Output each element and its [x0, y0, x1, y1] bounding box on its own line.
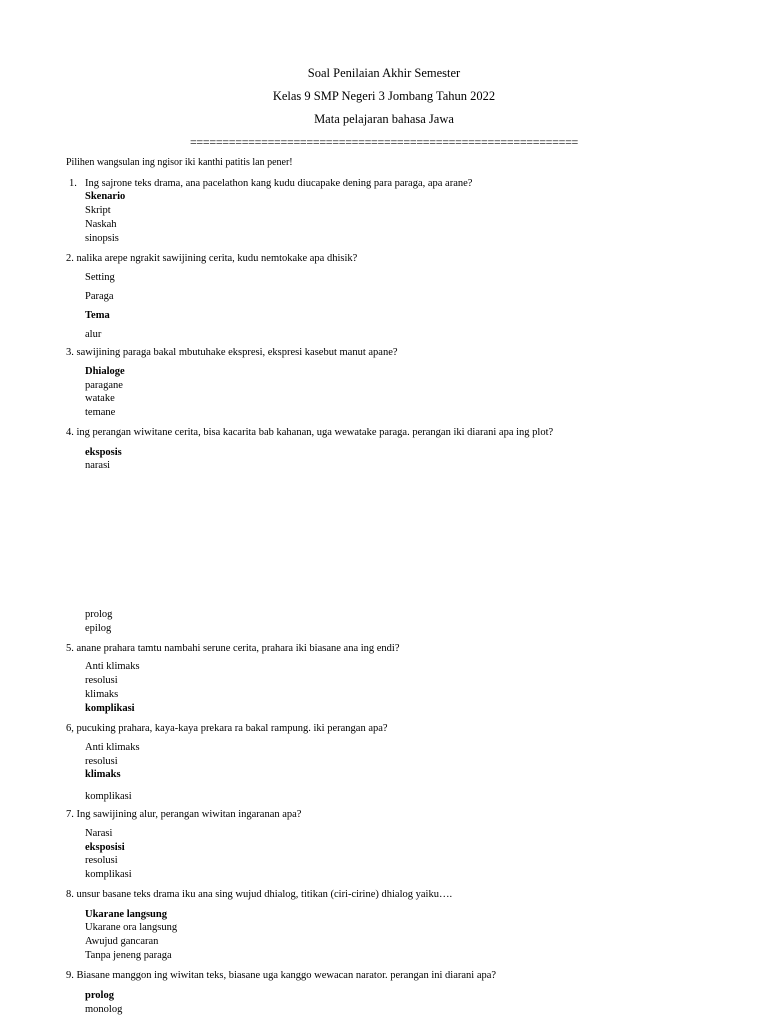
- question-5-text: 5. anane prahara tamtu nambahi serune cerita, prahara iki biasane ana ing endi?: [66, 643, 400, 654]
- question-7-text: 7. Ing sawijining alur, perangan wiwitan ingaranan apa?: [66, 809, 302, 820]
- question-4-text: 4. ing perangan wiwitane cerita, bisa kacarita bab kahanan, uga wewatake paraga. perangan iki diarani apa ing plot?: [66, 427, 554, 438]
- question-1-number: 1.: [69, 178, 77, 189]
- question-6-option-2: resolusi: [85, 756, 118, 767]
- question-1-text: Ing sajrone teks drama, ana pacelathon kang kudu diucapake dening para paraga, apa arane?: [85, 178, 473, 189]
- question-3-text: 3. sawijining paraga bakal mbutuhake ekspresi, ekspresi kasebut manut apane?: [66, 347, 398, 358]
- question-3-option-4: temane: [85, 407, 116, 418]
- question-4-option-2: narasi: [85, 460, 111, 471]
- question-7-option-1: Narasi: [85, 828, 113, 839]
- question-8-option-3: Awujud gancaran: [85, 936, 159, 947]
- question-4-option-3: prolog: [85, 609, 113, 620]
- question-1-option-2: Skript: [85, 205, 111, 216]
- question-8-text: 8. unsur basane teks drama iku ana sing wujud dhialog, titikan (ciri-cirine) dhialog yaiku….: [66, 889, 453, 900]
- question-2-text: 2. nalika arepe ngrakit sawijining cerita, kudu nemtokake apa dhisik?: [66, 253, 358, 264]
- question-9-option-2: monolog: [85, 1004, 123, 1015]
- question-2-option-4: alur: [85, 329, 102, 340]
- question-8-option-2: Ukarane ora langsung: [85, 922, 178, 933]
- question-7-option-2: eksposisi: [85, 842, 125, 853]
- question-4-option-4: epilog: [85, 623, 112, 634]
- question-7-option-3: resolusi: [85, 855, 118, 866]
- subject-line: Mata pelajaran bahasa Jawa: [314, 112, 454, 126]
- question-7-option-4: komplikasi: [85, 869, 132, 880]
- question-5-option-1: Anti klimaks: [85, 661, 140, 672]
- question-5-option-4: komplikasi: [85, 703, 135, 714]
- document-title: Soal Penilaian Akhir Semester: [307, 66, 461, 80]
- question-6-option-3: klimaks: [85, 769, 121, 780]
- separator-rule: ============================================================: [189, 135, 579, 149]
- question-2-option-2: Paraga: [85, 291, 114, 302]
- question-3-option-3: watake: [85, 393, 115, 404]
- question-5-option-3: klimaks: [85, 689, 119, 700]
- question-3-option-2: paragane: [85, 380, 123, 391]
- question-2-option-1: Setting: [85, 272, 115, 283]
- question-5-option-2: resolusi: [85, 675, 118, 686]
- question-1-option-4: sinopsis: [85, 233, 119, 244]
- question-2-option-3: Tema: [85, 310, 110, 321]
- question-6-option-1: Anti klimaks: [85, 742, 140, 753]
- question-1-option-1: Skenario: [85, 191, 126, 202]
- question-1-option-3: Naskah: [85, 219, 117, 230]
- question-3-option-1: Dhialoge: [85, 366, 125, 377]
- question-9-option-1: prolog: [85, 990, 114, 1001]
- class-line: Kelas 9 SMP Negeri 3 Jombang Tahun 2022: [272, 89, 496, 103]
- question-6-option-4: komplikasi: [85, 791, 132, 802]
- instruction-text: Pilihen wangsulan ing ngisor iki kanthi patitis lan pener!: [66, 157, 293, 168]
- question-8-option-1: Ukarane langsung: [85, 909, 167, 920]
- question-9-text: 9. Biasane manggon ing wiwitan teks, biasane uga kanggo wewacan narator. perangan ini diarani apa?: [66, 970, 497, 981]
- question-6-text: 6, pucuking prahara, kaya-kaya prekara ra bakal rampung. iki perangan apa?: [66, 723, 388, 734]
- question-8-option-4: Tanpa jeneng paraga: [85, 950, 172, 961]
- question-4-option-1: eksposis: [85, 447, 122, 458]
